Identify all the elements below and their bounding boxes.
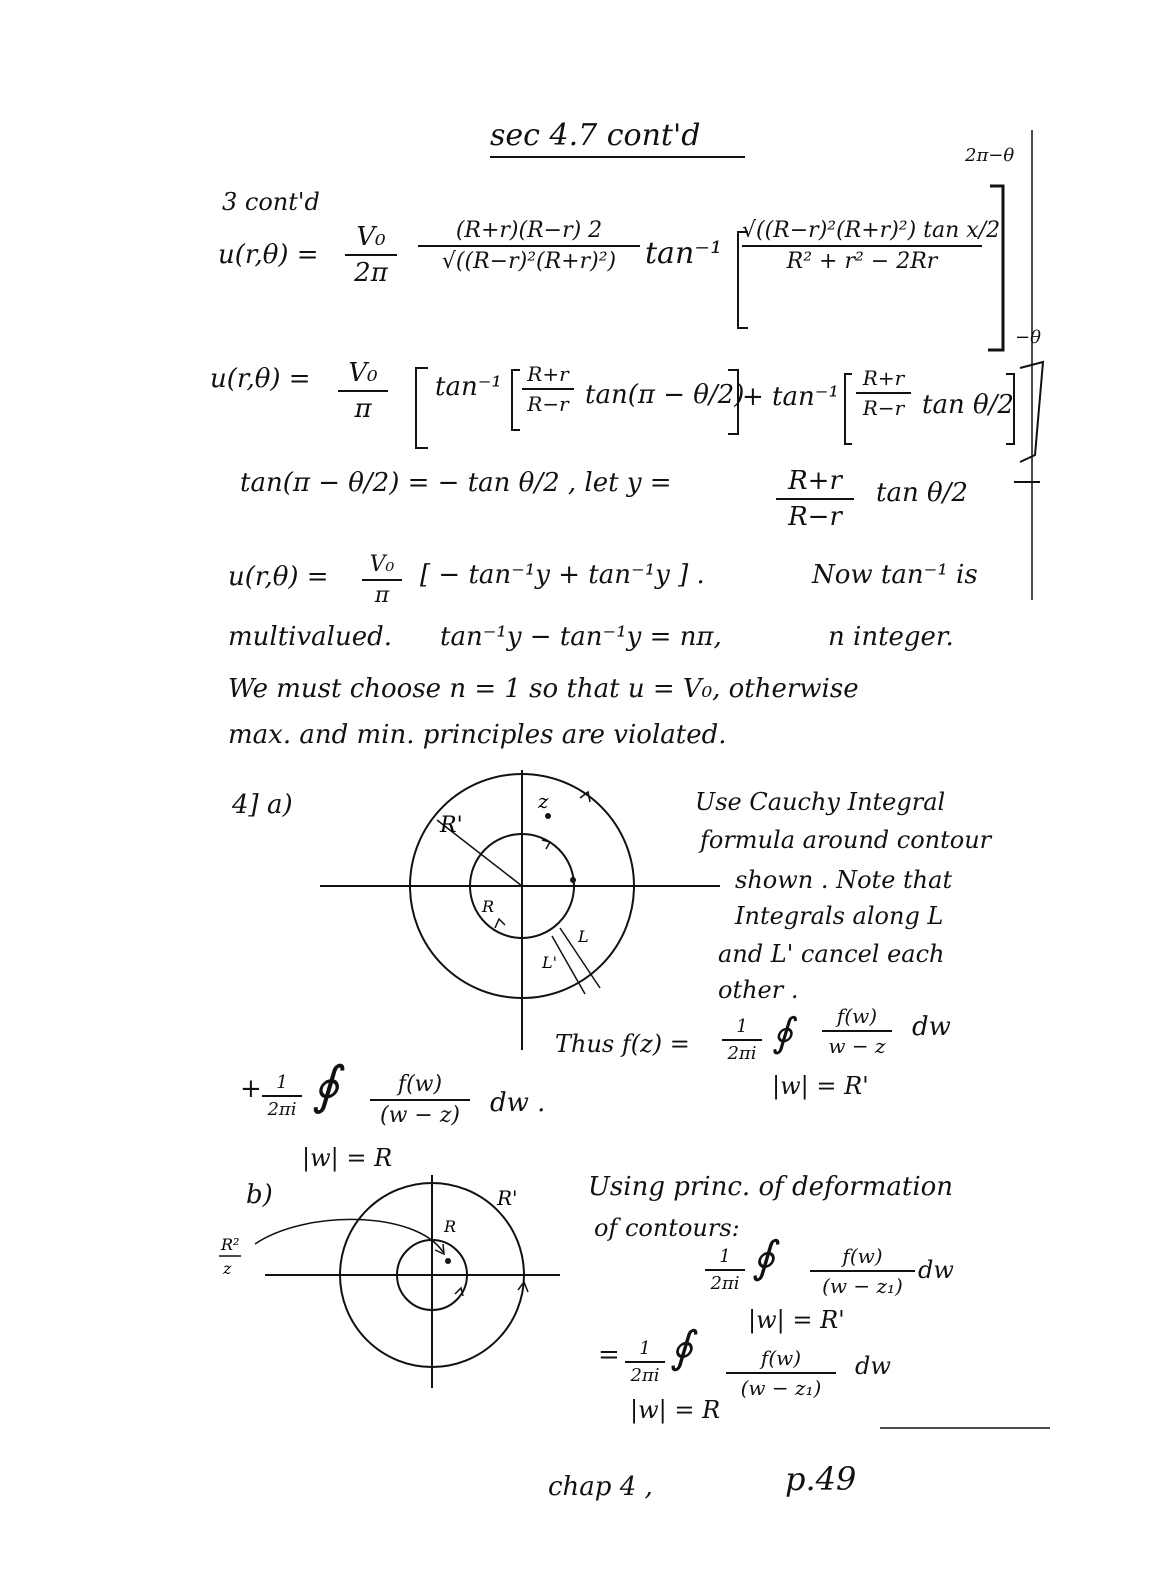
arrowhead bbox=[435, 1244, 444, 1254]
plus-dw: dw . bbox=[490, 1088, 546, 1118]
eq4-lhs: u(r,θ) = bbox=[228, 562, 329, 592]
text1-a: multivalued. bbox=[228, 622, 393, 652]
b-eq1-coef bbox=[705, 1246, 745, 1294]
fraction-bar bbox=[705, 1269, 745, 1271]
b-eq1-dw: dw bbox=[918, 1256, 954, 1284]
eq1-tan: tan⁻¹ bbox=[645, 236, 723, 271]
fraction-bar bbox=[625, 1361, 665, 1363]
eq3-left: tan(π − θ/2) = − tan θ/2 , let y = bbox=[240, 468, 672, 498]
eq1-frac-den: √((R−r)²(R+r)²) bbox=[441, 249, 617, 274]
text1-c: n integer. bbox=[828, 622, 954, 652]
arrow-inner bbox=[542, 840, 550, 849]
b-eq2-sub: |w| = R bbox=[630, 1396, 721, 1424]
eq4-note: Now tan⁻¹ is bbox=[812, 560, 978, 590]
b-eq2-dw: dw bbox=[855, 1352, 891, 1380]
thus-int bbox=[822, 1004, 892, 1058]
eq3-right: tan θ/2 bbox=[876, 478, 968, 508]
b-eq1-oint: ∮ bbox=[752, 1232, 775, 1283]
eq2-lhs: u(r,θ) = bbox=[210, 364, 311, 394]
thus-coef-den: 2πi bbox=[727, 1043, 757, 1064]
note-b-1: Using princ. of deformation bbox=[588, 1172, 954, 1202]
eq2-coef-den: π bbox=[354, 394, 372, 424]
label-r-outer: R' bbox=[440, 813, 463, 838]
eq4-coef-num: V₀ bbox=[369, 552, 395, 577]
text2: We must choose n = 1 so that u = V₀, otherwise bbox=[228, 674, 859, 704]
b-eq1-coef-den: 2πi bbox=[710, 1273, 740, 1294]
eq3-f-den: R−r bbox=[788, 502, 842, 532]
eq1-inner-num: √((R−r)²(R+r)²) tan x/2 bbox=[742, 218, 1001, 243]
eq2-term1-tail: tan(π − θ/2) bbox=[585, 380, 745, 410]
eq2-term1: tan⁻¹ bbox=[435, 372, 502, 402]
eq1-coef-den: 2π bbox=[354, 258, 388, 288]
b-eq1-int bbox=[810, 1244, 915, 1298]
fraction-bar bbox=[810, 1270, 915, 1272]
eq2-f1-den: R−r bbox=[527, 392, 569, 416]
b-eq2-coef-den: 2πi bbox=[630, 1365, 660, 1386]
text1-b: tan⁻¹y − tan⁻¹y = nπ, bbox=[440, 622, 722, 652]
b-eq1-sub: |w| = R' bbox=[748, 1306, 845, 1334]
label-r-inner: R bbox=[444, 1217, 457, 1236]
plus-int-den: (w − z) bbox=[379, 1103, 460, 1128]
plus-coef bbox=[262, 1072, 302, 1120]
b-eq2-coef bbox=[625, 1338, 665, 1386]
plus-sign: + bbox=[240, 1074, 262, 1104]
plus-oint: ∮ bbox=[312, 1056, 340, 1116]
eq2-coef-num: V₀ bbox=[348, 358, 378, 388]
note-a-4: Integrals along L bbox=[735, 902, 944, 930]
limit-upper: 2π−θ bbox=[965, 145, 1015, 166]
plus-int bbox=[370, 1072, 470, 1128]
note-a-6: other . bbox=[718, 976, 799, 1004]
b-eq2-int bbox=[726, 1346, 836, 1400]
point-z bbox=[545, 813, 551, 819]
note-a-3: shown . Note that bbox=[735, 866, 953, 894]
thus-lhs: Thus f(z) = bbox=[555, 1030, 690, 1058]
arrow-outer bbox=[580, 792, 590, 802]
eq1-lhs: u(r,θ) = bbox=[218, 240, 319, 270]
eq2-plus: + tan⁻¹ bbox=[742, 382, 839, 412]
chapter-label: chap 4 , bbox=[548, 1472, 653, 1502]
thus-coef-num: 1 bbox=[736, 1016, 748, 1037]
page-number: p.49 bbox=[785, 1460, 857, 1498]
eq4-coef-den: π bbox=[374, 583, 390, 608]
eq1-coef-num: V₀ bbox=[356, 222, 386, 252]
fraction-bar bbox=[722, 1039, 762, 1041]
label-l: L bbox=[578, 927, 589, 946]
label-side-den: z bbox=[223, 1259, 232, 1278]
thus-sub: |w| = R' bbox=[772, 1072, 869, 1100]
point-inner bbox=[570, 877, 576, 883]
plus-sub: |w| = R bbox=[302, 1144, 393, 1172]
thus-int-den: w − z bbox=[828, 1034, 886, 1058]
b-eq1-coef-num: 1 bbox=[719, 1246, 731, 1267]
label-l-prime: L' bbox=[542, 953, 558, 972]
b-eq2-oint: ∮ bbox=[670, 1322, 693, 1373]
note-a-2: formula around contour bbox=[700, 826, 992, 854]
thus-coef bbox=[722, 1016, 762, 1064]
part3-label: 3 cont'd bbox=[222, 188, 320, 216]
plus-coef-num: 1 bbox=[276, 1072, 288, 1093]
eq1-frac-num: (R+r)(R−r) 2 bbox=[455, 218, 603, 243]
fraction-bar bbox=[370, 1099, 470, 1101]
eq2-f2-den: R−r bbox=[862, 396, 905, 420]
b-eq2-num: f(w) bbox=[760, 1346, 802, 1370]
label-r-outer: R' bbox=[497, 1186, 518, 1210]
b-eq1-den: (w − z₁) bbox=[822, 1274, 903, 1298]
fraction-bar bbox=[822, 1030, 892, 1032]
b-eq2-coef-num: 1 bbox=[639, 1338, 651, 1359]
point-z1 bbox=[445, 1258, 451, 1264]
part4b-label: b) bbox=[246, 1180, 273, 1210]
b-eq2-den: (w − z₁) bbox=[740, 1376, 822, 1400]
label-r-inner: R bbox=[482, 897, 495, 916]
section-title: sec 4.7 cont'd bbox=[490, 118, 701, 153]
eq2-f1-num: R+r bbox=[527, 362, 569, 386]
fraction-bar bbox=[262, 1095, 302, 1097]
arrow-inner-2 bbox=[495, 919, 505, 928]
plus-int-num: f(w) bbox=[397, 1072, 443, 1097]
limit-lower: −θ bbox=[1015, 327, 1041, 348]
label-z: z bbox=[538, 789, 549, 813]
b-eq2-equals: = bbox=[598, 1340, 620, 1370]
eq2-term2-tail: tan θ/2 bbox=[922, 390, 1014, 420]
label-side-num: R² bbox=[221, 1235, 240, 1254]
thus-int-num: f(w) bbox=[836, 1004, 878, 1028]
note-a-1: Use Cauchy Integral bbox=[695, 788, 946, 816]
note-a-5: and L' cancel each bbox=[718, 940, 945, 968]
figure-annulus-a bbox=[310, 770, 730, 1060]
figure-annulus-b bbox=[215, 1170, 575, 1395]
plus-coef-den: 2πi bbox=[267, 1099, 297, 1120]
eq3-f-num: R+r bbox=[788, 466, 842, 496]
part4a-label: 4] a) bbox=[232, 790, 293, 820]
thus-oint: ∮ bbox=[772, 1010, 793, 1056]
eq4-body: [ − tan⁻¹y + tan⁻¹y ] . bbox=[420, 560, 705, 590]
eq1-inner-den: R² + r² − 2Rr bbox=[786, 249, 938, 274]
text3: max. and min. principles are violated. bbox=[228, 720, 727, 750]
thus-dw: dw bbox=[912, 1012, 951, 1042]
note-b-2: of contours: bbox=[594, 1214, 740, 1242]
fraction-bar bbox=[726, 1372, 836, 1374]
b-eq1-num: f(w) bbox=[842, 1244, 883, 1268]
eq2-f2-num: R+r bbox=[862, 366, 905, 390]
